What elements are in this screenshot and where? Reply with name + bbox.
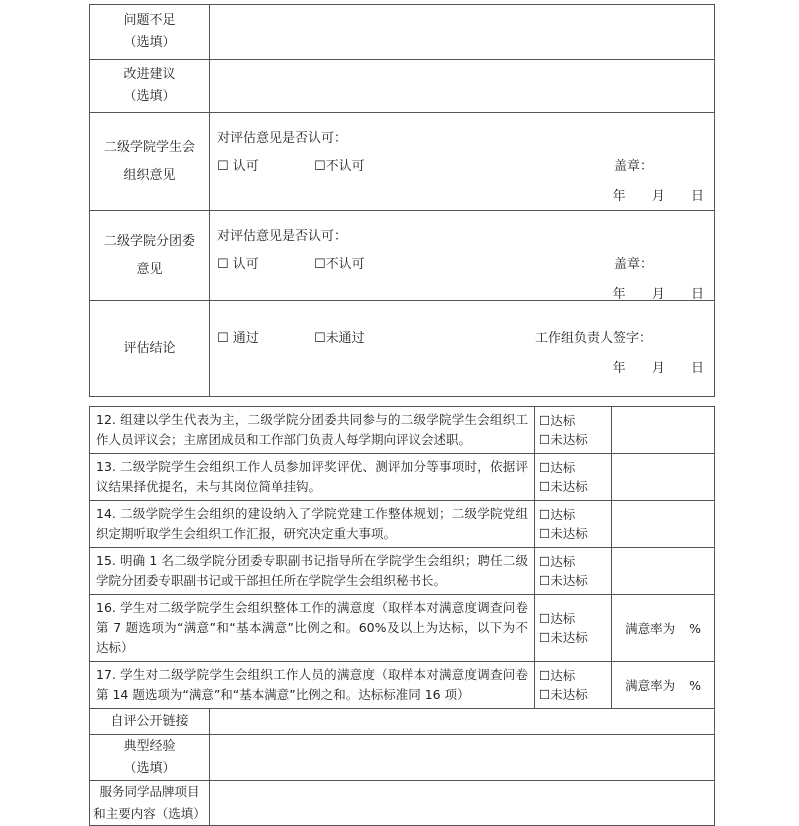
item-text: 12. 组建以学生代表为主，二级学院分团委共同参与的二级学院学生会组织工作人员评议会；主席团成员和工作部门负责人每学期向评议会述职。 [90, 407, 535, 454]
row-improve [90, 60, 715, 113]
item-status [535, 662, 612, 709]
not-reach-checkbox[interactable]: ☐未达标 [539, 573, 588, 588]
approve-checkbox[interactable]: ☐ 认可 [217, 159, 259, 174]
approval-question: 对评估意见是否认可： [217, 229, 348, 244]
not-reach-checkbox[interactable]: ☐未达标 [539, 687, 588, 702]
not-reach-checkbox[interactable]: ☐未达标 [539, 479, 588, 494]
approval-question: 对评估意见是否认可： [217, 131, 348, 146]
disapprove-checkbox[interactable]: ☐不认可 [314, 159, 365, 174]
item-status [535, 407, 612, 454]
reach-checkbox[interactable]: ☐达标 [539, 554, 576, 569]
improve-field[interactable] [210, 60, 715, 113]
not-reach-checkbox[interactable]: ☐未达标 [539, 526, 588, 541]
date-line: 年 月 日 [612, 361, 704, 376]
item-extra [612, 501, 715, 548]
reach-checkbox[interactable]: ☐达标 [539, 460, 576, 475]
fail-checkbox[interactable]: ☐未通过 [314, 331, 365, 346]
self-link-field[interactable] [210, 709, 715, 735]
league-opinion-field [210, 211, 715, 301]
disapprove-checkbox[interactable]: ☐不认可 [314, 257, 365, 272]
item-status [535, 548, 612, 595]
item-row [90, 595, 715, 662]
row-league-opinion [90, 211, 715, 301]
seal-label: 盖章： [614, 257, 654, 272]
conclusion-label: 评估结论 [90, 301, 210, 397]
item-row [90, 407, 715, 454]
row-brand [90, 781, 715, 826]
experience-field[interactable] [210, 735, 715, 781]
item-row [90, 501, 715, 548]
date-line: 年 月 日 [612, 287, 704, 302]
league-opinion-label: 二级学院分团委 意见 [90, 211, 210, 301]
row-self-link [90, 709, 715, 735]
problems-label: 问题不足 （选填） [90, 5, 210, 60]
reach-checkbox[interactable]: ☐达标 [539, 668, 576, 683]
assessment-table-top [89, 4, 715, 397]
conclusion-field [210, 301, 715, 397]
self-link-label: 自评公开链接 [90, 709, 210, 735]
not-reach-checkbox[interactable]: ☐未达标 [539, 630, 588, 645]
item-extra [612, 407, 715, 454]
reach-checkbox[interactable]: ☐达标 [539, 413, 576, 428]
problems-field[interactable] [210, 5, 715, 60]
item-text: 17. 学生对二级学院学生会组织工作人员的满意度（取样本对满意度调查问卷第 14 题选项为“满意”和“基本满意”比例之和。达标标准同 16 项） [90, 662, 535, 709]
improve-label: 改进建议 （选填） [90, 60, 210, 113]
signature-label: 工作组负责人签字： [535, 331, 653, 346]
experience-label: 典型经验 （选填） [90, 735, 210, 781]
row-experience [90, 735, 715, 781]
item-extra [612, 548, 715, 595]
item-status [535, 501, 612, 548]
satisfaction-rate-field[interactable]: 满意率为 % [612, 662, 715, 709]
item-text: 13. 二级学院学生会组织工作人员参加评奖评优、测评加分等事项时，依据评议结果择优提名，未与其岗位简单挂钩。 [90, 454, 535, 501]
reach-checkbox[interactable]: ☐达标 [539, 507, 576, 522]
brand-label: 服务同学品牌项目 和主要内容（选填） [90, 781, 210, 826]
item-text: 15. 明确 1 名二级学院分团委专职副书记指导所在学院学生会组织；聘任二级学院分团委专职副书记或干部担任所在学院学生会组织秘书长。 [90, 548, 535, 595]
approve-checkbox[interactable]: ☐ 认可 [217, 257, 259, 272]
date-line: 年 月 日 [612, 189, 704, 204]
item-text: 16. 学生对二级学院学生会组织整体工作的满意度（取样本对满意度调查问卷第 7 题选项为“满意”和“基本满意”比例之和。60%及以上为达标，以下为不达标） [90, 595, 535, 662]
item-row [90, 662, 715, 709]
row-problems [90, 5, 715, 60]
item-status [535, 595, 612, 662]
item-status [535, 454, 612, 501]
row-conclusion [90, 301, 715, 397]
union-opinion-label: 二级学院学生会 组织意见 [90, 113, 210, 211]
item-extra [612, 454, 715, 501]
item-text: 14. 二级学院学生会组织的建设纳入了学院党建工作整体规划；二级学院党组织定期听取学生会组织工作汇报，研究决定重大事项。 [90, 501, 535, 548]
reach-checkbox[interactable]: ☐达标 [539, 611, 576, 626]
seal-label: 盖章： [614, 159, 654, 174]
row-union-opinion [90, 113, 715, 211]
not-reach-checkbox[interactable]: ☐未达标 [539, 432, 588, 447]
assessment-table-items [89, 406, 715, 826]
union-opinion-field [210, 113, 715, 211]
item-row [90, 548, 715, 595]
item-row [90, 454, 715, 501]
brand-field[interactable] [210, 781, 715, 826]
pass-checkbox[interactable]: ☐ 通过 [217, 331, 259, 346]
satisfaction-rate-field[interactable]: 满意率为 % [612, 595, 715, 662]
